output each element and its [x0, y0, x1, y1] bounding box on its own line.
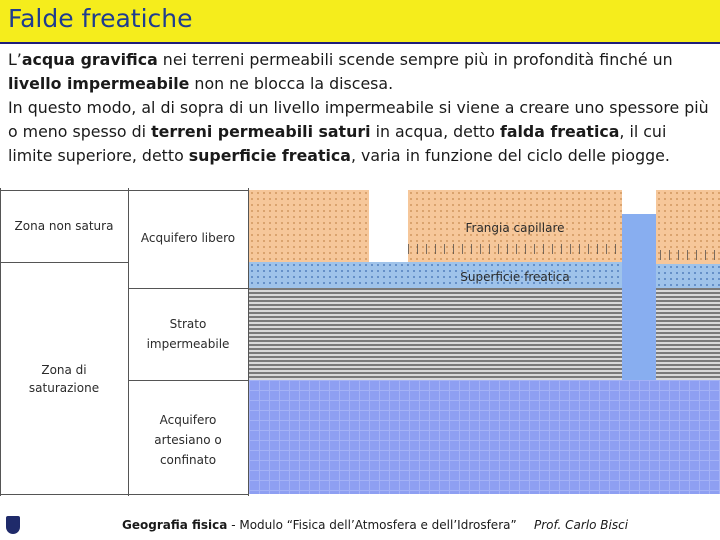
- label-acquifero-libero: Acquifero libero: [140, 231, 236, 245]
- footer-author: Prof. Carlo Bisci: [534, 518, 629, 532]
- paragraph2-segment: falda freatica: [499, 122, 620, 141]
- label-artesiano-2: artesiano o: [154, 433, 222, 447]
- aquifer-divider: [128, 288, 248, 289]
- aquifer-diagram: [0, 188, 720, 496]
- footer-course: [122, 518, 517, 532]
- paragraph1-segment: nei terreni permeabili scende sempre più in profondità finché un: [157, 50, 673, 69]
- label-artesiano-3: confinato: [159, 453, 217, 467]
- paragraph2-segment: superficie freatica: [188, 146, 351, 165]
- zone-divider: [0, 262, 128, 263]
- paragraph1-segment: acqua gravifica: [21, 50, 158, 69]
- label-zona-non-satura: Zona non satura: [14, 219, 114, 233]
- paragraph1-segment: non ne blocca la discesa.: [189, 74, 394, 93]
- university-logo-icon: [6, 516, 20, 534]
- footer-course-rest: - Modulo “Fisica dell’Atmosfera e dell’Idrosfera”: [227, 518, 517, 532]
- paragraph-1: [8, 48, 714, 96]
- label-column-divider: [128, 188, 129, 496]
- page-title: Falde freatiche: [8, 4, 193, 33]
- paragraph1-segment: L’: [8, 50, 22, 69]
- capillary-fringe-marks-right: [660, 250, 720, 260]
- capillary-fringe-marks: [408, 244, 622, 254]
- paragraph2-segment: , varia in funzione del ciclo delle piogge.: [350, 146, 670, 165]
- impermeable-stratum-right: [656, 288, 720, 380]
- footer-course-bold: Geografia fisica: [122, 518, 228, 532]
- unsaturated-sand-left: [249, 190, 369, 262]
- paragraph2-segment: terreni permeabili saturi: [151, 122, 371, 141]
- paragraph2-segment: in acqua, detto: [370, 122, 500, 141]
- paragraph2-segment: , il cui limite superiore, detto: [8, 122, 667, 165]
- paragraph2-segment: In questo modo, al di sopra di un livello impermeabile si viene a creare uno spessore più o meno spesso di: [8, 98, 709, 141]
- label-strato-1: Strato: [169, 317, 207, 331]
- paragraph1-segment: livello impermeabile: [8, 74, 190, 93]
- label-strato-2: impermeabile: [146, 337, 230, 351]
- impermeable-stratum: [249, 288, 622, 380]
- diagram-bottom-border: [0, 494, 248, 495]
- label-superficie-freatica: Superficie freatica: [460, 270, 570, 284]
- artesian-aquifer: [249, 380, 720, 494]
- label-artesiano-1: Acquifero: [159, 413, 217, 427]
- saturated-zone-right: [656, 264, 720, 288]
- label-frangia-capillare: Frangia capillare: [465, 221, 565, 235]
- body-text: [8, 48, 714, 168]
- title-bar: [0, 0, 720, 44]
- label-zona-saturazione-2: saturazione: [28, 381, 100, 395]
- stratum-divider: [128, 380, 248, 381]
- diagram-left-border: [0, 188, 1, 496]
- paragraph-2: [8, 96, 714, 168]
- artesian-well: [622, 214, 656, 380]
- label-zona-saturazione-1: Zona di: [41, 363, 87, 377]
- diagram-top-border: [0, 190, 248, 191]
